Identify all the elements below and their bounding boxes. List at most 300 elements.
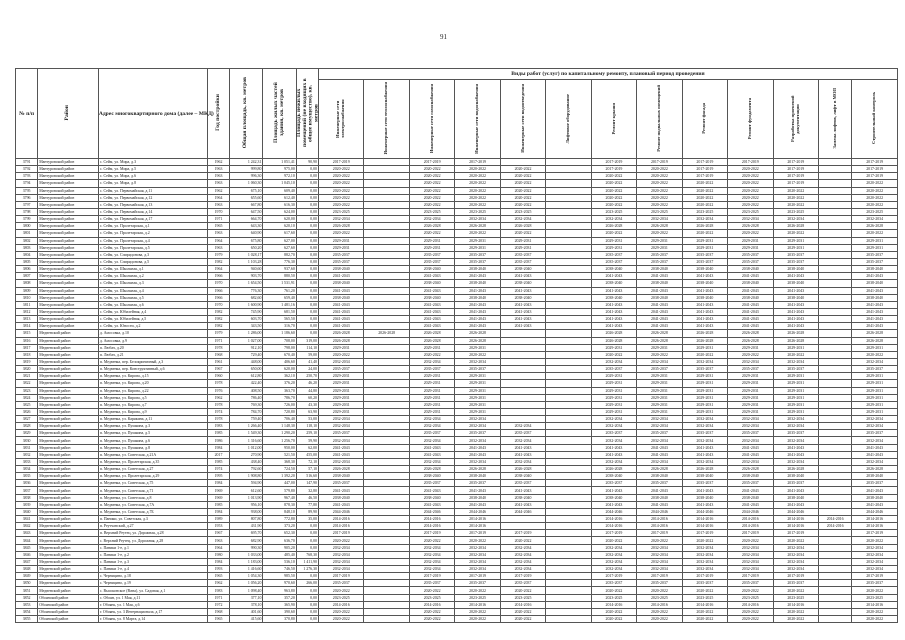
table-cell: 3838 xyxy=(16,494,38,501)
table-cell: 2035-2037 xyxy=(637,258,682,265)
table-cell: 2032-2034 xyxy=(318,558,363,565)
table-cell: 2029-2031 xyxy=(852,373,898,380)
table-cell xyxy=(364,323,409,330)
header-work-7: Ремонт подвальных помещений xyxy=(637,80,682,159)
table-cell xyxy=(818,594,851,601)
table-cell: 2041-2043 xyxy=(591,451,636,458)
table-cell: 2014-2016 xyxy=(852,516,898,523)
table-cell: 2038-2040 xyxy=(409,266,454,273)
table-row xyxy=(16,566,898,573)
table-cell: 2029-2031 xyxy=(409,401,454,408)
table-cell: 2029-2031 xyxy=(728,344,773,351)
table-row xyxy=(16,594,898,601)
table-cell xyxy=(818,458,851,465)
table-cell xyxy=(818,551,851,558)
table-cell xyxy=(364,401,409,408)
table-cell: 401,60 xyxy=(230,608,263,615)
table-cell: с. Сейм, ул. Юбилейная, д.4 xyxy=(98,308,207,315)
table-cell: 2020-2022 xyxy=(455,616,500,623)
table-cell: 2020-2022 xyxy=(500,173,545,180)
table-cell: 1984 xyxy=(207,480,229,487)
table-cell xyxy=(500,337,545,344)
table-cell: 1982 xyxy=(207,308,229,315)
header-works-group: Виды работ (услуг) по капитальному ремонту, плановый период проведения xyxy=(318,69,897,80)
table-cell: 1 242,31 xyxy=(230,159,263,166)
table-row xyxy=(16,159,898,166)
table-cell: 2041-2043 xyxy=(852,451,898,458)
table-cell xyxy=(500,523,545,530)
table-cell: 1982 xyxy=(207,258,229,265)
table-cell: п. Медвенка, ул. Советская, д.75 xyxy=(98,480,207,487)
table-cell xyxy=(364,173,409,180)
table-row xyxy=(16,187,898,194)
table-cell: 2032-2034 xyxy=(682,416,727,423)
table-cell: 2041-2043 xyxy=(728,444,773,451)
table-cell: 2029-2031 xyxy=(455,408,500,415)
table-cell xyxy=(546,437,591,444)
table-cell: 2038-2040 xyxy=(455,473,500,480)
table-cell: Медвенский район xyxy=(38,444,99,451)
table-cell: 2035-2037 xyxy=(591,366,636,373)
table-cell: 2035-2037 xyxy=(728,258,773,265)
table-cell: Медвенский район xyxy=(38,544,99,551)
table-cell: 2020-2022 xyxy=(409,351,454,358)
table-cell: Медвенский район xyxy=(38,401,99,408)
table-cell: 2035-2037 xyxy=(500,480,545,487)
table-cell: 2032-2034 xyxy=(852,358,898,365)
table-cell: 2038-2040 xyxy=(500,494,545,501)
table-cell: 2041-2043 xyxy=(637,487,682,494)
table-cell: 2020-2022 xyxy=(318,351,363,358)
table-cell: Мантуровский район xyxy=(38,201,99,208)
table-cell: 2026-2028 xyxy=(591,466,636,473)
table-cell: 2029-2031 xyxy=(318,237,363,244)
table-cell: 769,30 xyxy=(230,401,263,408)
table-cell: 2035-2037 xyxy=(318,480,363,487)
table-cell xyxy=(364,451,409,458)
table-cell: Мантуровский район xyxy=(38,308,99,315)
table-cell: 2029-2031 xyxy=(318,408,363,415)
table-cell: 1967 xyxy=(207,366,229,373)
table-cell xyxy=(500,344,545,351)
table-cell: 2038-2040 xyxy=(728,294,773,301)
table-cell: 2017-2019 xyxy=(773,573,818,580)
table-cell: 2032-2034 xyxy=(409,437,454,444)
table-cell: 807,80 xyxy=(230,516,263,523)
table-cell: 1 256,70 xyxy=(263,437,296,444)
table-cell: 2014-2016 xyxy=(682,516,727,523)
header-work-11: Замена лифтов, лифт в МОП xyxy=(818,80,851,159)
table-cell: 2032-2034 xyxy=(773,544,818,551)
table-cell: п. Медвенка, ул. Кирова, д.5 xyxy=(98,394,207,401)
table-cell: 2032-2034 xyxy=(682,566,727,573)
table-cell xyxy=(546,366,591,373)
table-cell: 798,00 xyxy=(263,344,296,351)
table-cell: 3810 xyxy=(16,294,38,301)
table-cell: п. Любач, д.20 xyxy=(98,344,207,351)
table-cell: 655,60 xyxy=(230,194,263,201)
table-cell: 41,40 xyxy=(296,358,318,365)
table-cell: 3812 xyxy=(16,308,38,315)
table-cell: 2020-2022 xyxy=(591,173,636,180)
table-cell: 2029-2031 xyxy=(728,401,773,408)
table-cell: 1960 xyxy=(207,373,229,380)
table-cell: 2020-2022 xyxy=(728,616,773,623)
table-row xyxy=(16,194,898,201)
table-cell: 2020-2022 xyxy=(500,537,545,544)
table-cell xyxy=(364,437,409,444)
table-row xyxy=(16,373,898,380)
table-cell: 2023-2025 xyxy=(773,208,818,215)
table-cell: 2038-2040 xyxy=(409,473,454,480)
table-cell: 0,00 xyxy=(296,544,318,551)
table-cell: 640,90 xyxy=(230,230,263,237)
table-cell: с. Паники 1-е, д.1 xyxy=(98,544,207,551)
table-cell: 2026-2028 xyxy=(409,466,454,473)
table-cell: 2041-2043 xyxy=(455,273,500,280)
table-cell xyxy=(364,287,409,294)
table-cell: 2041-2043 xyxy=(773,444,818,451)
table-cell: 2032-2034 xyxy=(591,551,636,558)
table-cell xyxy=(500,366,545,373)
header-district: Район xyxy=(38,69,99,159)
table-cell: 2026-2028 xyxy=(455,330,500,337)
table-cell: 2041-2043 xyxy=(773,501,818,508)
table-cell: Обоянский район xyxy=(38,601,99,608)
header-work-5: Лифтовое оборудование xyxy=(546,80,591,159)
table-cell: Медвенский район xyxy=(38,558,99,565)
table-cell: 2032-2034 xyxy=(455,566,500,573)
table-cell: 1 103,28 xyxy=(230,258,263,265)
table-cell: 2017-2019 xyxy=(852,530,898,537)
table-cell: 0,00 xyxy=(296,208,318,215)
table-cell: 2020-2022 xyxy=(637,587,682,594)
table-cell xyxy=(818,351,851,358)
table-cell xyxy=(546,558,591,565)
table-cell: 2044-2046 xyxy=(591,508,636,515)
table-cell: 2029-2031 xyxy=(318,394,363,401)
table-cell: 32,80 xyxy=(296,487,318,494)
table-row xyxy=(16,287,898,294)
table-cell: 2032-2034 xyxy=(318,544,363,551)
table-cell: с. Черницино, д.19 xyxy=(98,580,207,587)
table-cell: 2032-2034 xyxy=(318,423,363,430)
table-cell: с. Сейм, ул. Пролетарская, д.5 xyxy=(98,244,207,251)
table-cell: 2020-2022 xyxy=(591,194,636,201)
table-cell: 2017-2019 xyxy=(852,173,898,180)
table-cell: 2029-2031 xyxy=(852,244,898,251)
table-cell xyxy=(500,416,545,423)
table-cell: 2029-2031 xyxy=(637,237,682,244)
table-cell: 1962 xyxy=(207,187,229,194)
table-cell: 2041-2043 xyxy=(455,287,500,294)
table-cell: 2035-2037 xyxy=(773,258,818,265)
table-cell: 2035-2037 xyxy=(773,366,818,373)
table-cell: 2020-2022 xyxy=(637,173,682,180)
table-cell: 2020-2022 xyxy=(728,230,773,237)
table-cell: п. Медвенка, ул. Советская, д.21А xyxy=(98,451,207,458)
table-cell: 60,20 xyxy=(296,394,318,401)
table-cell: 2014-2016 xyxy=(773,516,818,523)
table-cell: 2017-2019 xyxy=(773,159,818,166)
table-cell: 2038-2040 xyxy=(852,280,898,287)
table-cell: 2029-2031 xyxy=(455,394,500,401)
table-cell: 2032-2034 xyxy=(728,416,773,423)
table-cell xyxy=(546,251,591,258)
header-work-2: Инженерные сети газоснабжения xyxy=(409,80,454,159)
table-cell: 2020-2022 xyxy=(409,608,454,615)
table-cell: 0,00 xyxy=(296,237,318,244)
table-cell: Мантуровский район xyxy=(38,316,99,323)
table-cell: 2035-2037 xyxy=(591,251,636,258)
table-cell: Медвенский район xyxy=(38,408,99,415)
table-cell: 2035-2037 xyxy=(409,366,454,373)
table-cell: Медвенский район xyxy=(38,487,99,494)
table-cell: 2017-2019 xyxy=(773,166,818,173)
table-cell: 2029-2031 xyxy=(409,373,454,380)
table-cell xyxy=(546,523,591,530)
table-cell: 2035-2037 xyxy=(409,480,454,487)
table-cell: 682,60 xyxy=(230,294,263,301)
table-cell: д. Амосовка, д.9 xyxy=(98,337,207,344)
table-cell: 3808 xyxy=(16,280,38,287)
table-cell: Мантуровский район xyxy=(38,166,99,173)
table-cell: 2032-2034 xyxy=(773,566,818,573)
table-cell xyxy=(818,166,851,173)
table-row xyxy=(16,394,898,401)
table-cell: 1 481,16 xyxy=(263,301,296,308)
table-cell: 3792 xyxy=(16,166,38,173)
table-cell: 848,10 xyxy=(263,508,296,515)
table-cell: 3839 xyxy=(16,501,38,508)
table-cell: 2038-2040 xyxy=(591,473,636,480)
table-cell: 455,00 xyxy=(296,451,318,458)
table-cell: 3847 xyxy=(16,558,38,565)
table-cell: 2035-2037 xyxy=(682,430,727,437)
table-cell: 2035-2037 xyxy=(682,251,727,258)
table-cell: 2026-2028 xyxy=(637,223,682,230)
table-cell xyxy=(818,473,851,480)
table-cell: 3830 xyxy=(16,437,38,444)
table-cell: 1984 xyxy=(207,508,229,515)
table-cell: 2029-2031 xyxy=(455,401,500,408)
table-cell: 2035-2037 xyxy=(637,366,682,373)
table-cell: 1 416,60 xyxy=(230,566,263,573)
table-cell: 1964 xyxy=(207,544,229,551)
header-work-4: Инженерные сети водоотведения xyxy=(500,80,545,159)
table-cell: 882,70 xyxy=(263,251,296,258)
table-cell: 1970 xyxy=(207,280,229,287)
table-cell: 2026-2028 xyxy=(318,223,363,230)
table-cell: 682,90 xyxy=(230,537,263,544)
table-cell: 2020-2022 xyxy=(591,616,636,623)
table-cell: 2014-2016 xyxy=(818,516,851,523)
table-cell: 2026-2028 xyxy=(318,466,363,473)
table-cell: 2035-2037 xyxy=(852,366,898,373)
table-cell: 2026-2028 xyxy=(591,223,636,230)
table-cell: 3848 xyxy=(16,566,38,573)
table-cell xyxy=(818,601,851,608)
table-row xyxy=(16,537,898,544)
table-cell: 0,00 xyxy=(296,180,318,187)
table-cell: 2038-2040 xyxy=(773,494,818,501)
table-cell: 2020-2022 xyxy=(591,351,636,358)
table-cell: 2038-2040 xyxy=(728,280,773,287)
table-cell: 3813 xyxy=(16,316,38,323)
table-cell: 2032-2034 xyxy=(409,458,454,465)
table-cell: 616,30 xyxy=(263,201,296,208)
table-cell: с. Сейм, ул. Школьная, д.3 xyxy=(98,280,207,287)
table-cell: 2020-2022 xyxy=(773,187,818,194)
table-cell: 2044-2046 xyxy=(455,508,500,515)
table-cell: 2035-2037 xyxy=(591,580,636,587)
table-cell: 3827 xyxy=(16,416,38,423)
table-cell xyxy=(546,337,591,344)
table-cell: 2041-2043 xyxy=(682,308,727,315)
table-cell: п. Медвенка, ул. Советская, д.71 xyxy=(98,487,207,494)
table-cell: с. Паники 1-е, д.3 xyxy=(98,558,207,565)
table-cell: 1979 xyxy=(207,330,229,337)
table-cell: 2020-2022 xyxy=(500,616,545,623)
table-cell: 761,20 xyxy=(263,287,296,294)
table-cell xyxy=(364,237,409,244)
header-work-8: Ремонт фасада xyxy=(682,80,727,159)
table-cell xyxy=(818,580,851,587)
table-cell: 670,40 xyxy=(263,351,296,358)
table-cell: Медвенский район xyxy=(38,337,99,344)
table-row xyxy=(16,358,898,365)
table-cell xyxy=(818,187,851,194)
table-cell: 2032-2034 xyxy=(500,437,545,444)
table-cell xyxy=(818,387,851,394)
table-cell: 2026-2028 xyxy=(682,330,727,337)
table-cell: 1978 xyxy=(207,344,229,351)
table-cell: 77,80 xyxy=(296,501,318,508)
table-cell: 2035-2037 xyxy=(728,251,773,258)
table-cell xyxy=(818,244,851,251)
table-cell xyxy=(818,201,851,208)
table-cell: 2020-2022 xyxy=(682,180,727,187)
table-cell: 2038-2040 xyxy=(500,266,545,273)
table-cell: 967,40 xyxy=(263,494,296,501)
table-cell: Мантуровский район xyxy=(38,301,99,308)
table-cell: 2020-2022 xyxy=(500,587,545,594)
table-cell: Мантуровский район xyxy=(38,223,99,230)
table-cell: 2029-2031 xyxy=(591,380,636,387)
table-cell: 2038-2040 xyxy=(637,473,682,480)
table-cell xyxy=(818,487,851,494)
table-cell: 1983 xyxy=(207,587,229,594)
table-cell: 370,80 xyxy=(263,616,296,623)
table-cell: 2041-2043 xyxy=(500,273,545,280)
table-cell xyxy=(546,416,591,423)
table-cell: 2029-2031 xyxy=(500,237,545,244)
table-cell: Медвенский район xyxy=(38,551,99,558)
table-cell: 681,50 xyxy=(263,308,296,315)
table-cell xyxy=(546,380,591,387)
table-cell xyxy=(546,430,591,437)
table-cell: 2014-2016 xyxy=(455,523,500,530)
table-cell: 2041-2043 xyxy=(773,273,818,280)
table-cell: 2020-2022 xyxy=(773,194,818,201)
table-cell xyxy=(364,187,409,194)
table-row xyxy=(16,530,898,537)
table-cell: 2014-2016 xyxy=(318,523,363,530)
table-cell: 2032-2034 xyxy=(852,437,898,444)
table-cell: 708,00 xyxy=(263,337,296,344)
table-cell: 3825 xyxy=(16,401,38,408)
table-cell: 0,00 xyxy=(296,537,318,544)
table-cell: 2029-2031 xyxy=(591,394,636,401)
table-cell: 2041-2043 xyxy=(852,308,898,315)
table-cell: 2020-2022 xyxy=(773,587,818,594)
table-cell: 612,80 xyxy=(230,373,263,380)
table-cell: 2014-2016 xyxy=(455,516,500,523)
table-cell: 2023-2025 xyxy=(318,594,363,601)
table-cell: Медвенский район xyxy=(38,423,99,430)
table-cell: 2029-2031 xyxy=(409,387,454,394)
table-cell: 2029-2031 xyxy=(409,244,454,251)
table-cell xyxy=(364,216,409,223)
table-cell: 2020-2022 xyxy=(852,587,898,594)
table-cell: 1971 xyxy=(207,337,229,344)
table-cell: 2023-2025 xyxy=(682,594,727,601)
table-row xyxy=(16,244,898,251)
table-cell: 2029-2031 xyxy=(637,394,682,401)
table-cell: 2038-2040 xyxy=(637,280,682,287)
table-cell: с. Сейм, ул. Школьная, д.6 xyxy=(98,301,207,308)
table-cell: 2029-2031 xyxy=(409,408,454,415)
table-cell: 1 012,00 xyxy=(230,444,263,451)
table-cell xyxy=(546,466,591,473)
table-cell: 2020-2022 xyxy=(637,194,682,201)
table-cell xyxy=(546,258,591,265)
table-cell: 2038-2040 xyxy=(637,266,682,273)
table-cell: 2035-2037 xyxy=(682,480,727,487)
table-cell: 3854 xyxy=(16,608,38,615)
table-cell xyxy=(364,273,409,280)
table-cell: 2020-2022 xyxy=(318,173,363,180)
table-cell: 2029-2031 xyxy=(637,344,682,351)
table-row xyxy=(16,508,898,515)
table-cell: 2014-2016 xyxy=(728,523,773,530)
table-cell: Медвенский район xyxy=(38,366,99,373)
table-cell: 784,70 xyxy=(230,408,263,415)
table-cell: 1963 xyxy=(207,173,229,180)
table-cell: 0,00 xyxy=(296,173,318,180)
table-row xyxy=(16,201,898,208)
table-cell: 2020-2022 xyxy=(318,587,363,594)
table-cell xyxy=(500,394,545,401)
table-cell: 1 051,41 xyxy=(263,159,296,166)
table-cell: 2023-2025 xyxy=(318,208,363,215)
table-cell: 1970 xyxy=(207,301,229,308)
table-cell: 2044-2046 xyxy=(318,508,363,515)
table-cell: 2026-2028 xyxy=(852,223,898,230)
table-cell: 2020-2022 xyxy=(409,187,454,194)
table-cell: с. Сейм, ул. Школьная, д.5 xyxy=(98,294,207,301)
table-cell: 659,40 xyxy=(263,294,296,301)
table-cell: 1969 xyxy=(207,487,229,494)
table-cell: 2032-2034 xyxy=(637,558,682,565)
table-cell: 3826 xyxy=(16,408,38,415)
table-cell: 2026-2028 xyxy=(637,337,682,344)
table-cell: 2032-2034 xyxy=(409,216,454,223)
table-cell: 2038-2040 xyxy=(637,294,682,301)
table-cell: с. Сейм, ул. Мира, д.5 xyxy=(98,166,207,173)
table-cell: 2038-2040 xyxy=(455,294,500,301)
table-cell: 363,70 xyxy=(263,387,296,394)
